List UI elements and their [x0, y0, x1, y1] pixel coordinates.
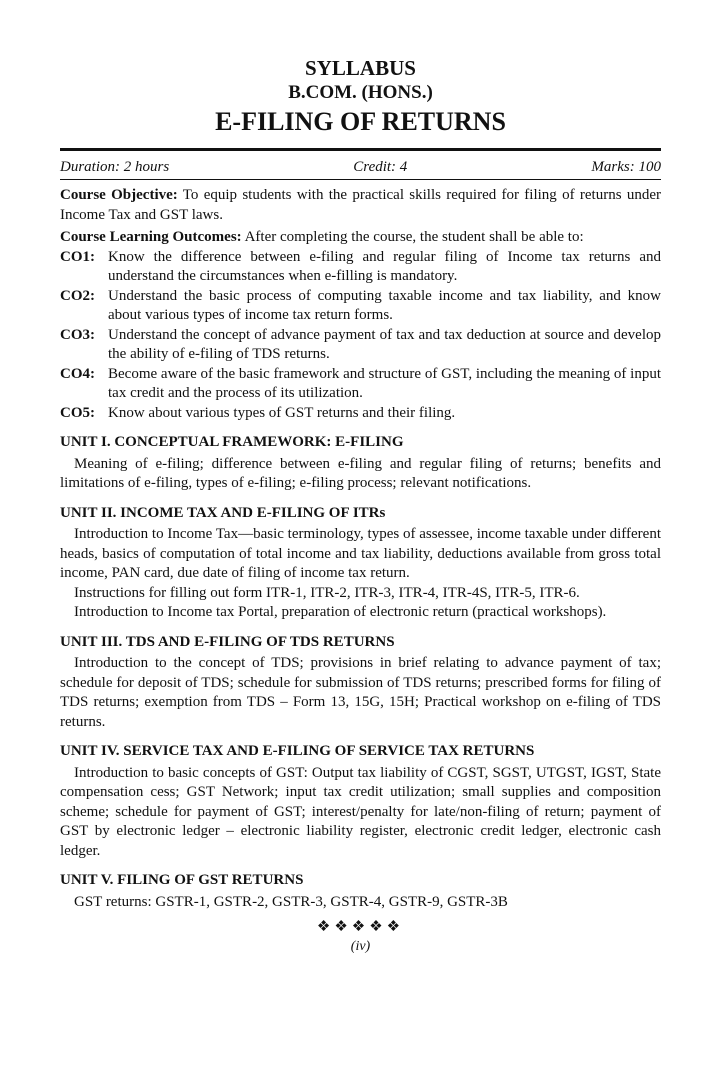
credit: Credit: 4: [353, 159, 408, 175]
objective-text: To equip students with the practical skills required for filing of returns under Income Tax and GST laws.: [60, 187, 661, 223]
syllabus-page: [60, 56, 661, 956]
marks: Marks: 100: [591, 159, 661, 175]
learning-outcomes: [60, 228, 661, 248]
outcome-item: [60, 365, 661, 404]
outcome-code: CO4:: [60, 365, 95, 382]
outcome-item: [60, 404, 661, 424]
outcome-text: Understand the basic process of computing taxable income and tax liability, and know about various types of income tax return forms.: [108, 287, 661, 323]
page-number: (iv): [350, 939, 371, 954]
unit-section: [60, 742, 661, 861]
outcome-item: [60, 326, 661, 365]
unit-heading: UNIT II. INCOME TAX AND E-FILING OF ITRs: [60, 504, 386, 521]
outcome-text: Know about various types of GST returns and their filing.: [108, 404, 456, 421]
outcome-text: Understand the concept of advance payment of tax and tax deduction at source and develop the ability of e-filing of TDS returns.: [108, 326, 661, 362]
unit-paragraph: Introduction to basic concepts of GST: Output tax liability of CGST, SGST, UTGST, IGST, State compensation cess; GST Network; input tax credit utilization; small supplies and composition scheme; schedule for payment of GST; interest/penalty for late/non-filing of return; payment of GST by electronic ledger – electronic liability register, electronic credit ledger, electronic cash ledger.: [60, 764, 661, 859]
unit-paragraph: Meaning of e-filing; difference between e-filing and regular filing of returns; benefits and limitations of e-filing, types of e-filing; e-filing process; relevant notifications.: [60, 455, 661, 491]
unit-section: [60, 504, 661, 623]
outcome-code: CO5:: [60, 404, 95, 421]
unit-paragraph: Introduction to the concept of TDS; provisions in brief relating to advance payment of tax; schedule for deposit of TDS; schedule for submission of TDS returns; prescribed forms for filing of TDS returns; exemption from TDS – Form 13, 15G, 15H; Practical workshop on e-filing of TDS returns.: [60, 655, 661, 730]
objective-label: Course Objective:: [60, 187, 178, 203]
unit-list: [60, 433, 661, 912]
unit-heading: UNIT IV. SERVICE TAX AND E-FILING OF SERVICE TAX RETURNS: [60, 743, 535, 759]
title-syllabus: SYLLABUS: [305, 56, 416, 80]
unit-paragraph: Introduction to Income tax Portal, preparation of electronic return (practical workshops).: [74, 604, 607, 620]
course-objective: [60, 186, 661, 225]
outcomes-label: Course Learning Outcomes:: [60, 229, 242, 245]
ornament-divider: ❖❖❖❖❖: [316, 919, 405, 935]
unit-paragraph: Instructions for filling out form ITR-1, ITR-2, ITR-3, ITR-4, ITR-4S, ITR-5, ITR-6.: [74, 584, 580, 601]
duration: Duration: 2 hours: [60, 159, 170, 175]
outcome-code: CO2:: [60, 287, 95, 304]
outcome-text: Know the difference between e-filing and regular filing of Income tax returns and understand the circumstances when e-filling is mandatory.: [108, 248, 661, 284]
unit-section: [60, 871, 661, 912]
unit-paragraph: Introduction to Income Tax—basic terminology, types of assessee, income taxable under different heads, basics of computation of total income and tax liability, deductions available from gross total income, PAN card, due date of filing of income tax return.: [60, 526, 661, 581]
title-course: B.COM. (HONS.): [288, 82, 433, 103]
outcome-list: [60, 248, 661, 424]
outcome-item: [60, 248, 661, 287]
outcome-item: [60, 287, 661, 326]
outcome-code: CO3:: [60, 326, 95, 343]
title-paper: E-FILING OF RETURNS: [215, 107, 506, 136]
course-meta: [60, 151, 661, 180]
outcome-code: CO1:: [60, 248, 95, 265]
outcome-text: Become aware of the basic framework and structure of GST, including the meaning of input tax credit and the process of its utilization.: [108, 365, 661, 401]
unit-heading: UNIT I. CONCEPTUAL FRAMEWORK: E-FILING: [60, 434, 404, 450]
unit-heading: UNIT III. TDS AND E-FILING OF TDS RETURNS: [60, 633, 395, 650]
unit-section: [60, 433, 661, 494]
unit-section: [60, 633, 661, 733]
unit-paragraph: GST returns: GSTR-1, GSTR-2, GSTR-3, GSTR-4, GSTR-9, GSTR-3B: [74, 893, 508, 910]
outcomes-text: After completing the course, the student shall be able to:: [241, 229, 584, 245]
unit-heading: UNIT V. FILING OF GST RETURNS: [60, 872, 304, 888]
